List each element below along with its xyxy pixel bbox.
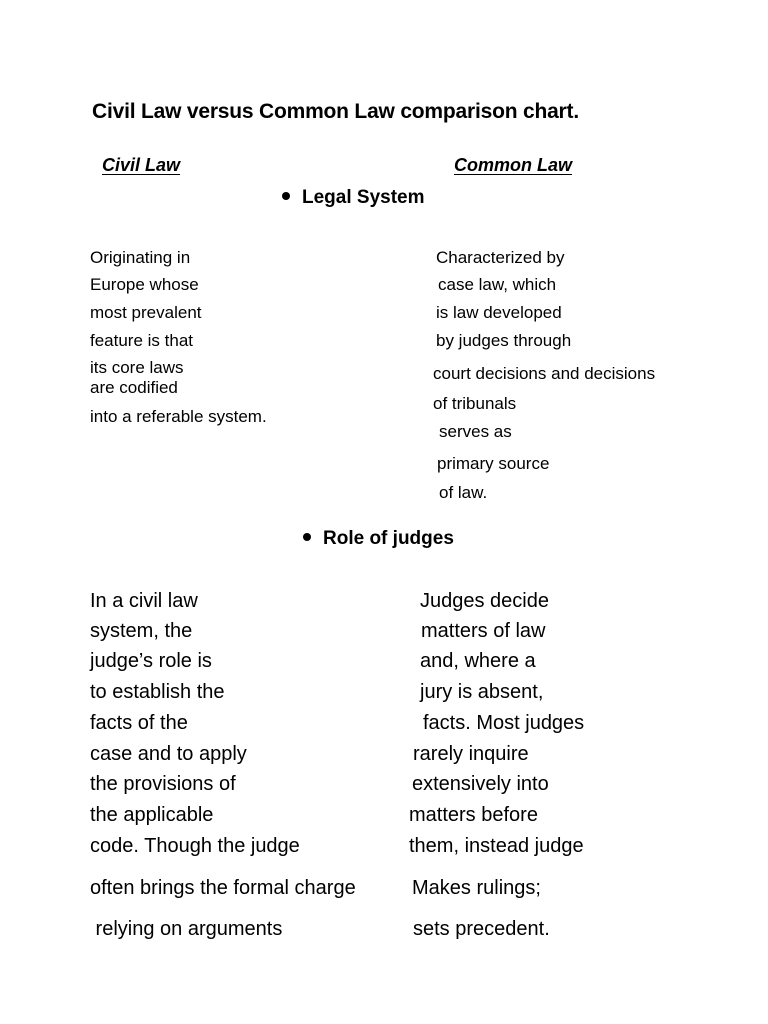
common-legal-line: is law developed	[436, 303, 562, 322]
section-heading-legal-system	[282, 187, 425, 209]
common-legal-line: primary source	[437, 454, 550, 473]
common-judges-line: and, where a	[420, 650, 536, 672]
column-header-common-law: Common Law	[454, 155, 573, 175]
civil-judges-line: In a civil law	[90, 590, 198, 612]
civil-legal-line: are codified	[90, 378, 178, 397]
section-heading-text: Legal System	[302, 187, 425, 208]
common-judges-line: matters before	[409, 804, 538, 826]
civil-judges-line: case and to apply	[90, 743, 247, 765]
civil-judges-line: system, the	[90, 620, 193, 642]
common-legal-line: serves as	[439, 422, 512, 441]
common-judges-line: sets precedent.	[413, 918, 550, 940]
civil-legal-line: most prevalent	[90, 303, 202, 322]
common-judges-line: Makes rulings;	[412, 877, 541, 899]
civil-legal-line: its core laws	[90, 358, 184, 377]
civil-legal-line: into a referable system.	[90, 407, 267, 426]
common-legal-line: court decisions and decisions	[433, 364, 656, 383]
common-legal-line: Characterized by	[436, 248, 565, 267]
common-legal-line: case law, which	[438, 275, 557, 294]
civil-legal-line: Originating in	[90, 248, 191, 267]
column-header-civil-law: Civil Law	[102, 155, 181, 175]
section-heading-role-of-judges	[303, 528, 454, 550]
bullet-icon	[303, 533, 311, 541]
civil-legal-line: Europe whose	[90, 275, 199, 294]
common-judges-line: extensively into	[412, 773, 549, 795]
common-legal-line: of tribunals	[433, 394, 517, 413]
common-judges-line: matters of law	[421, 620, 546, 642]
civil-judges-line: the applicable	[90, 804, 214, 826]
page-title: Civil Law versus Common Law comparison chart.	[92, 100, 579, 123]
civil-judges-line: facts of the	[90, 712, 188, 734]
common-judges-line: facts. Most judges	[423, 712, 585, 734]
civil-judges-line: the provisions of	[90, 773, 236, 795]
common-judges-line: Judges decide	[420, 590, 549, 612]
civil-judges-line: often brings the formal charge	[90, 877, 356, 899]
civil-judges-line: code. Though the judge	[90, 835, 300, 857]
common-legal-line: of law.	[439, 483, 488, 502]
civil-legal-line: feature is that	[90, 331, 194, 350]
common-judges-line: them, instead judge	[409, 835, 584, 857]
common-judges-line: jury is absent,	[420, 681, 544, 703]
civil-judges-line: to establish the	[90, 681, 225, 703]
civil-judges-line: relying on arguments	[90, 918, 283, 940]
bullet-icon	[282, 192, 290, 200]
common-judges-line: rarely inquire	[413, 743, 529, 765]
common-legal-line: by judges through	[436, 331, 572, 350]
civil-judges-line: judge’s role is	[90, 650, 212, 672]
section-heading-text: Role of judges	[323, 528, 454, 549]
